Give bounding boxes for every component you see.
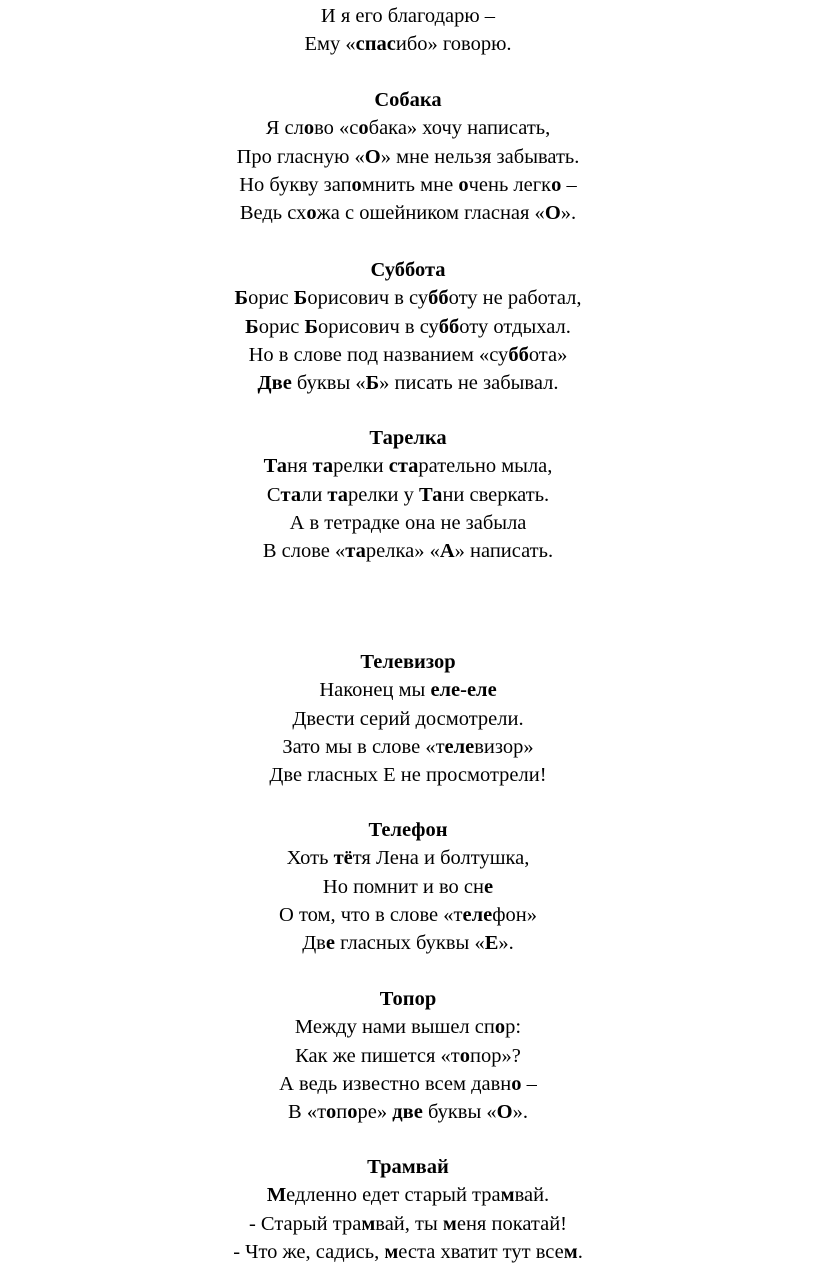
line-text: » писать не забывал. xyxy=(379,372,559,395)
poem-line xyxy=(0,2,816,30)
line-text: ни сверкать. xyxy=(442,483,550,506)
line-text: во «с xyxy=(314,117,359,140)
poem-fragment xyxy=(0,2,816,59)
line-text: гласных буквы « xyxy=(334,932,485,955)
line-text: Хоть xyxy=(286,847,334,870)
highlighted-letters: бб xyxy=(428,287,449,310)
highlighted-letters: Б xyxy=(365,372,380,395)
highlighted-letters: Б xyxy=(304,315,318,338)
line-text: – xyxy=(521,1072,537,1095)
highlighted-letters: Б xyxy=(234,287,249,310)
line-text: оту отдыхал. xyxy=(459,315,571,338)
line-text: орисович в су xyxy=(318,315,439,338)
line-text: визор» xyxy=(474,735,534,758)
highlighted-letters: две xyxy=(392,1101,423,1124)
highlighted-letters: тё xyxy=(333,847,353,870)
highlighted-letters: бб xyxy=(438,315,460,338)
line-text: п xyxy=(336,1101,348,1124)
line-text: О том, что в слове «т xyxy=(279,903,463,926)
line-text: Между нами вышел сп xyxy=(294,1016,495,1039)
highlighted-letters: е xyxy=(325,932,335,955)
poem-tarelka xyxy=(0,424,816,565)
poem-line xyxy=(0,1098,816,1126)
highlighted-letters: о xyxy=(351,173,362,196)
poem-line xyxy=(0,705,816,733)
line-text: вай. xyxy=(514,1184,550,1207)
poem-line xyxy=(0,369,816,397)
line-text: чень легк xyxy=(468,173,552,196)
poem-line xyxy=(0,341,816,369)
highlighted-letters: ста xyxy=(388,455,419,478)
line-text: Но в слове под названием «су xyxy=(248,343,509,366)
poem-line xyxy=(0,901,816,929)
highlighted-letters: о xyxy=(347,1101,358,1124)
line-text: Зато мы в слове «т xyxy=(282,735,445,758)
highlighted-letters: О xyxy=(364,145,381,168)
poem-line xyxy=(0,733,816,761)
poem-line xyxy=(0,284,816,312)
highlighted-letters: о xyxy=(326,1101,337,1124)
poem-sobaka xyxy=(0,86,816,227)
line-text: буквы « xyxy=(291,372,366,395)
line-text: едленно едет старый тра xyxy=(286,1184,501,1207)
poem-line xyxy=(0,452,816,480)
line-text: Дв xyxy=(302,932,326,955)
line-text: жа с ошейником гласная « xyxy=(316,202,545,225)
highlighted-letters: та xyxy=(280,483,302,506)
poem-title: Телевизор xyxy=(360,651,456,673)
highlighted-letters: Та xyxy=(263,455,287,478)
poem-title: Суббота xyxy=(370,259,446,281)
line-text: - Что же, садись, xyxy=(233,1240,385,1263)
highlighted-letters: м xyxy=(500,1184,515,1207)
line-text: пор»? xyxy=(470,1044,521,1067)
poem-line xyxy=(0,929,816,957)
line-text: Как же пишется «т xyxy=(295,1044,460,1067)
line-text: р: xyxy=(505,1016,522,1039)
poem-line xyxy=(0,143,816,171)
highlighted-letters: е xyxy=(483,875,494,898)
highlighted-letters: О xyxy=(496,1101,513,1124)
line-text: В слове « xyxy=(262,540,346,563)
line-text: . xyxy=(577,1240,583,1263)
highlighted-letters: о xyxy=(303,117,315,140)
poem-line xyxy=(0,761,816,789)
poem-line xyxy=(0,1013,816,1041)
highlighted-letters: о xyxy=(459,1044,471,1067)
line-text: А ведь известно всем давн xyxy=(279,1072,512,1095)
line-text: Ему « xyxy=(304,33,356,56)
line-text: Наконец мы xyxy=(319,679,431,702)
poem-line xyxy=(0,171,816,199)
line-text: буквы « xyxy=(422,1101,497,1124)
poem-topor xyxy=(0,985,816,1126)
line-text: А в тетрадке она не забыла xyxy=(289,511,527,534)
poem-line xyxy=(0,1210,816,1238)
line-text: ре» xyxy=(357,1101,393,1124)
line-text: ибо» говорю. xyxy=(395,33,512,56)
line-text: ». xyxy=(560,202,577,225)
line-text: Но букву зап xyxy=(239,173,352,196)
line-text: В «т xyxy=(288,1101,327,1124)
highlighted-letters: м xyxy=(563,1240,578,1263)
poem-title: Собака xyxy=(374,89,442,111)
poem-title: Трамвай xyxy=(367,1156,449,1178)
line-text: Я сл xyxy=(265,117,304,140)
highlighted-letters: Б xyxy=(293,287,308,310)
poem-title: Телефон xyxy=(368,819,448,841)
poem-tramvai xyxy=(0,1153,816,1266)
highlighted-letters: о xyxy=(494,1016,506,1039)
line-text: орисович в су xyxy=(307,287,429,310)
highlighted-letters: м xyxy=(361,1212,376,1235)
poem-line xyxy=(0,481,816,509)
poem-telefon xyxy=(0,816,816,957)
line-text: ». xyxy=(512,1101,528,1124)
line-text: - Старый тра xyxy=(248,1212,362,1235)
poem-line xyxy=(0,1042,816,1070)
line-text: ня xyxy=(286,455,313,478)
line-text: орис xyxy=(248,287,294,310)
line-text: ». xyxy=(498,932,514,955)
poem-line xyxy=(0,313,816,341)
line-text: » написать. xyxy=(454,540,554,563)
highlighted-letters: м xyxy=(384,1240,399,1263)
line-text: Двести серий досмотрели. xyxy=(292,707,524,730)
line-text: И я его благодарю – xyxy=(320,5,496,27)
highlighted-letters: Б xyxy=(245,315,259,338)
highlighted-letters: спас xyxy=(355,33,396,56)
highlighted-letters: Та xyxy=(419,483,443,506)
poem-line xyxy=(0,199,816,227)
poem-title: Тарелка xyxy=(369,427,447,449)
highlighted-letters: м xyxy=(442,1212,457,1235)
line-text: мнить мне xyxy=(361,173,459,196)
line-text: тя Лена и болтушка, xyxy=(352,847,530,870)
line-text: еста хватит тут все xyxy=(398,1240,564,1263)
poem-line xyxy=(0,30,816,58)
highlighted-letters: еле xyxy=(462,903,493,926)
line-text: С xyxy=(266,483,281,506)
poem-line xyxy=(0,873,816,901)
highlighted-letters: о xyxy=(511,1072,522,1095)
highlighted-letters: о xyxy=(551,173,562,196)
line-text: релки xyxy=(333,455,389,478)
line-text: релки у xyxy=(348,483,420,506)
highlighted-letters: еле-еле xyxy=(430,679,497,702)
poem-televizor xyxy=(0,648,816,789)
poem-line xyxy=(0,1181,816,1209)
poem-line xyxy=(0,676,816,704)
line-text: Ведь сх xyxy=(239,202,307,225)
line-text: » мне нельзя забывать. xyxy=(380,145,580,168)
highlighted-letters: О xyxy=(544,202,561,225)
poem-line xyxy=(0,1070,816,1098)
highlighted-letters: бб xyxy=(508,343,529,366)
poem-line xyxy=(0,844,816,872)
highlighted-letters: о xyxy=(306,202,317,225)
highlighted-letters: еле xyxy=(444,735,475,758)
highlighted-letters: Е xyxy=(484,932,499,955)
line-text: Но помнит и во сн xyxy=(322,875,484,898)
highlighted-letters: о xyxy=(458,173,469,196)
line-text: релка» « xyxy=(365,540,440,563)
line-text: рательно мыла, xyxy=(418,455,553,478)
line-text: вай, ты xyxy=(375,1212,443,1235)
poem-title: Топор xyxy=(379,988,437,1010)
poem-line xyxy=(0,114,816,142)
line-text: Про гласную « xyxy=(236,145,365,168)
poem-line xyxy=(0,509,816,537)
highlighted-letters: М xyxy=(266,1184,287,1207)
line-text: – xyxy=(561,173,577,196)
line-text: еня покатай! xyxy=(456,1212,568,1235)
highlighted-letters: Две xyxy=(257,372,292,395)
line-text: ота» xyxy=(528,343,568,366)
poem-line xyxy=(0,1238,816,1266)
highlighted-letters: А xyxy=(439,540,455,563)
line-text: бака» хочу написать, xyxy=(368,117,551,140)
line-text: Две гласных Е не просмотрели! xyxy=(269,764,547,787)
line-text: фон» xyxy=(492,903,537,926)
highlighted-letters: та xyxy=(327,483,348,506)
highlighted-letters: та xyxy=(345,540,366,563)
poem-subbota xyxy=(0,256,816,397)
line-text: орис xyxy=(258,315,305,338)
highlighted-letters: та xyxy=(312,455,334,478)
line-text: оту не работал, xyxy=(448,287,582,310)
poem-line xyxy=(0,537,816,565)
highlighted-letters: о xyxy=(358,117,369,140)
line-text: ли xyxy=(301,483,328,506)
